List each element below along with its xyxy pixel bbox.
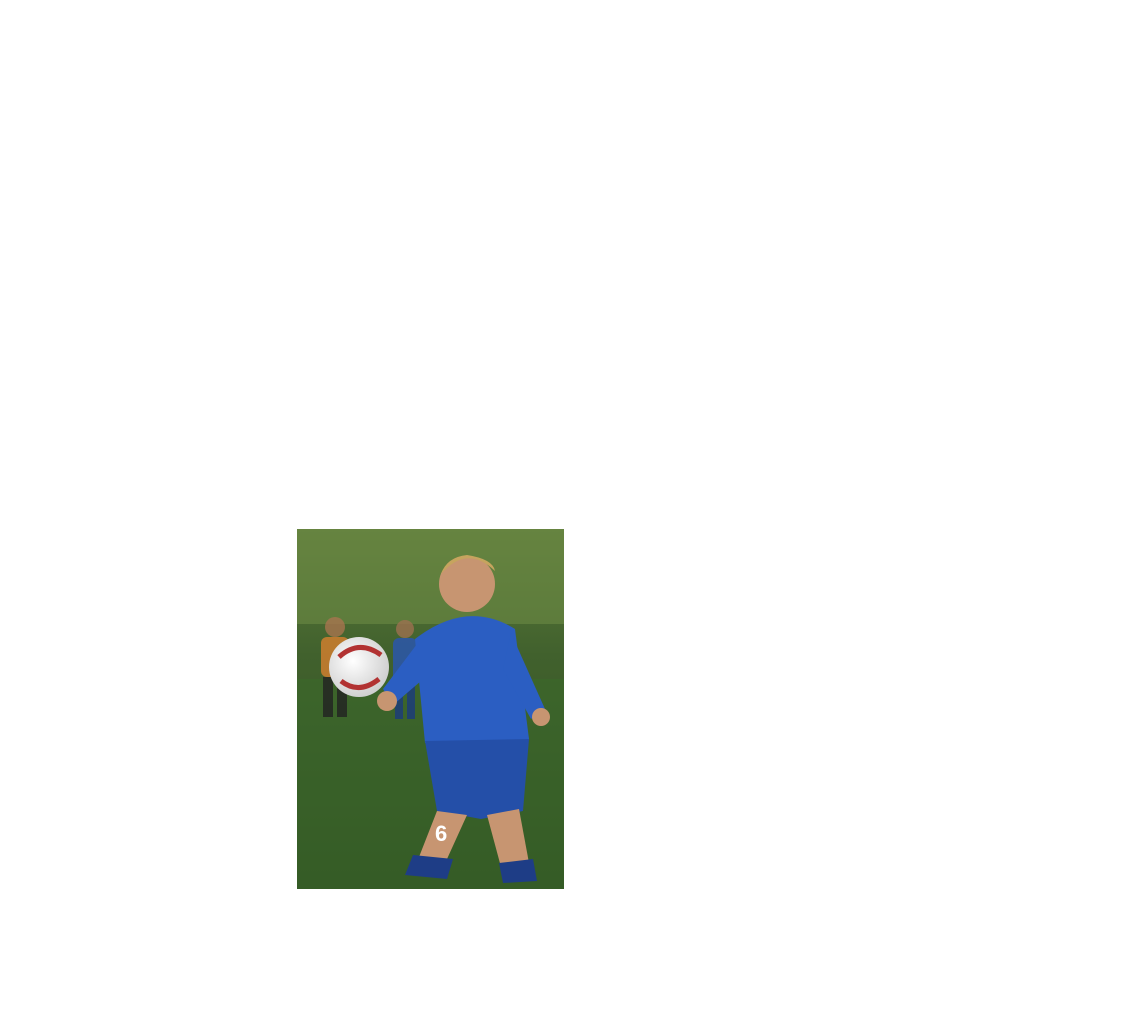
photo-caption <box>297 900 565 1008</box>
column-4 <box>863 88 1135 1008</box>
column-3 <box>577 88 851 1008</box>
soccer-player-photo <box>297 529 564 889</box>
svg-text:6: 6 <box>435 821 448 846</box>
column-1 <box>8 88 283 1008</box>
page-headline <box>10 20 1135 80</box>
